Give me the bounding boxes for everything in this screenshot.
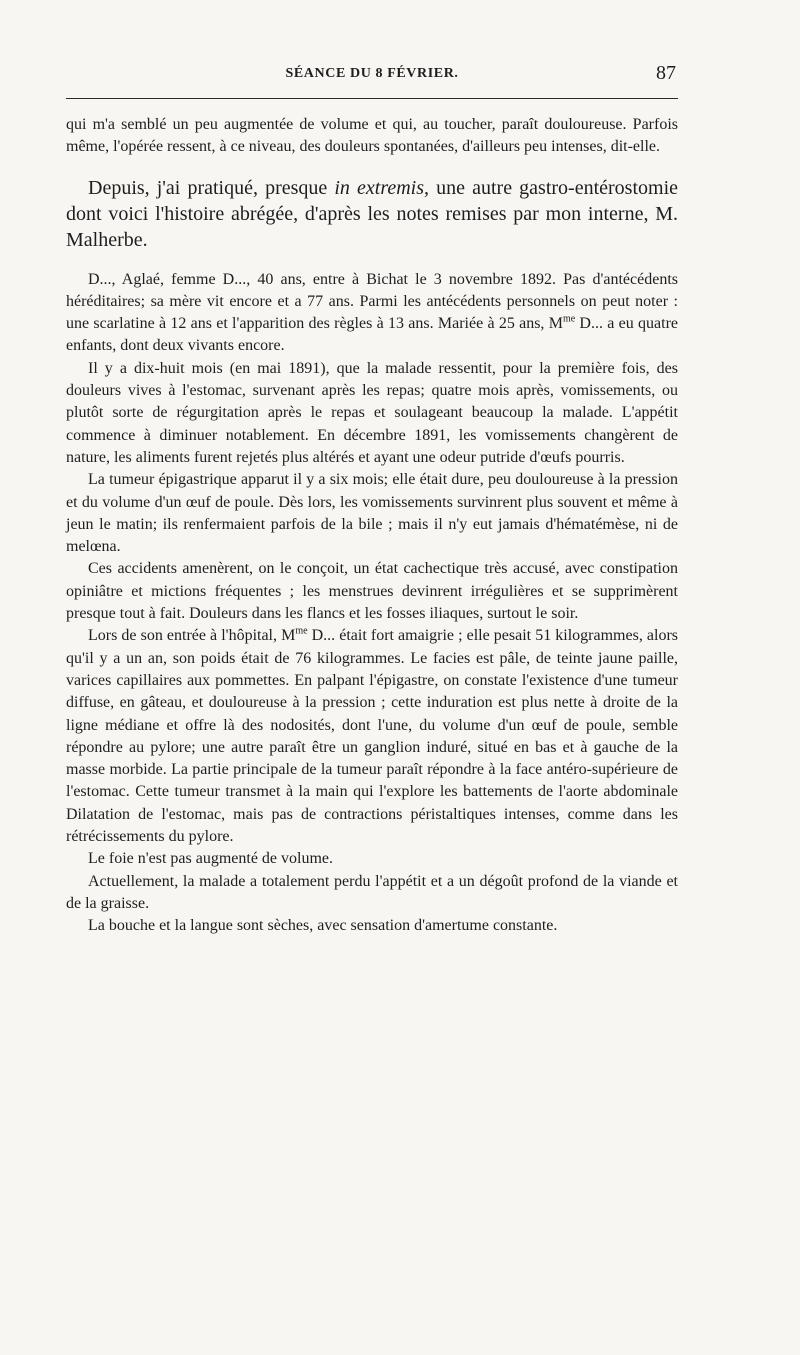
paragraph-intro [66, 175, 678, 253]
paragraph-intro-before: Depuis, j'ai pratiqué, presque [88, 176, 335, 199]
page-header [66, 62, 678, 92]
header-rule [66, 98, 678, 99]
paragraph-patient [66, 269, 678, 358]
paragraph-admission-text: Lors de son entrée à l'hôpital, M [88, 627, 296, 645]
paragraph-liver: Le foie n'est pas augmenté de volume. [88, 850, 334, 868]
paragraph-appetite: Actuellement, la malade a totalement perdu l'appétit et a un dégoût profond de la viande et de la graisse. [66, 872, 678, 912]
superscript: me [562, 313, 576, 325]
paragraph-cachexia: Ces accidents amenèrent, on le conçoit, un état cachectique très accusé, avec constipation opiniâtre et mictions fréquentes ; les menstrues devinrent irrégulières et se supprimèrent presque tout à fait. Douleurs dans les flancs et les fosses iliaques, surtout le soir. [66, 560, 678, 623]
body-text [66, 114, 678, 938]
page-number: 87 [656, 62, 676, 84]
paragraph-history: Il y a dix-huit mois (en mai 1891), que la malade ressentit, pour la première fois, des douleurs vives à l'estomac, survenant après les repas; quatre mois après, vomissements, ou plutôt sorte de régurgitation après le repas et soulageant beaucoup la malade. L'appétit commence à diminuer notablement. En décembre 1891, les vomissements changèrent de nature, les aliments furent rejetés plus altérés et ayant une odeur putride d'œufs pourris. [66, 359, 678, 466]
paragraph-mouth: La bouche et la langue sont sèches, avec sensation d'amertume constante. [88, 917, 558, 935]
paragraph-tumor: La tumeur épigastrique apparut il y a six mois; elle était dure, peu douloureuse à la pression et du volume d'un œuf de poule. Dès lors, les vomissements survinrent plus souvent et même à jeun le matin; ils renfermaient parfois de la bile ; mais il n'y eut jamais d'hématémèse, ni de melœna. [66, 471, 678, 556]
superscript: me [295, 626, 308, 638]
paragraph-admission [66, 625, 678, 848]
paragraph-intro-after: une autre gastro-entérostomie dont voici l'histoire abrégée, d'après les notes remises par mon interne, M. Malherbe. [66, 176, 678, 251]
italic-phrase: in extremis, [334, 176, 430, 199]
paragraph-continuation: qui m'a semblé un peu augmentée de volume et qui, au toucher, paraît douloureuse. Parfois même, l'opérée ressent, à ce niveau, des douleurs spontanées, d'ailleurs peu intenses, dit-elle. [66, 116, 678, 156]
paragraph-admission-after: D... était fort amaigrie ; elle pesait 51 kilogrammes, alors qu'il y a un an, son poids était de 76 kilogrammes. Le facies est pâle, de teinte jaune paille, varices capillaires aux pommettes. En palpant l'épigastre, on constate l'existence d'une tumeur diffuse, en gâteau, et douloureuse à la pression ; cette induration est plus nette à droite de la ligne médiane et offre là des nodosités, dont l'une, du volume d'un œuf de poule, semble répondre au pylore; une autre paraît être un ganglion induré, situé en bas et à gauche de la masse morbide. La partie principale de la tumeur paraît répondre à la face antéro-supérieure de l'estomac. Cette tumeur transmet à la main qui l'explore les battements de l'aorte abdominale Dilatation de l'estomac, mais pas de contractions péristaltiques intenses, comme dans les rétrécissements du pylore. [66, 627, 678, 846]
paragraph-patient-after: D... a eu quatre enfants, dont deux vivants encore. [66, 315, 678, 355]
running-title: SÉANCE DU 8 FÉVRIER. [285, 66, 459, 81]
paragraph-patient-text: D..., Aglaé, femme D..., 40 ans, entre à Bichat le 3 novembre 1892. Pas d'antécédents héréditaires; sa mère vit encore et a 77 ans. Parmi les antécédents personnels on peut noter : une scarlatine à 12 ans et l'apparition des règles à 13 ans. Mariée à 25 ans, M [66, 270, 678, 333]
